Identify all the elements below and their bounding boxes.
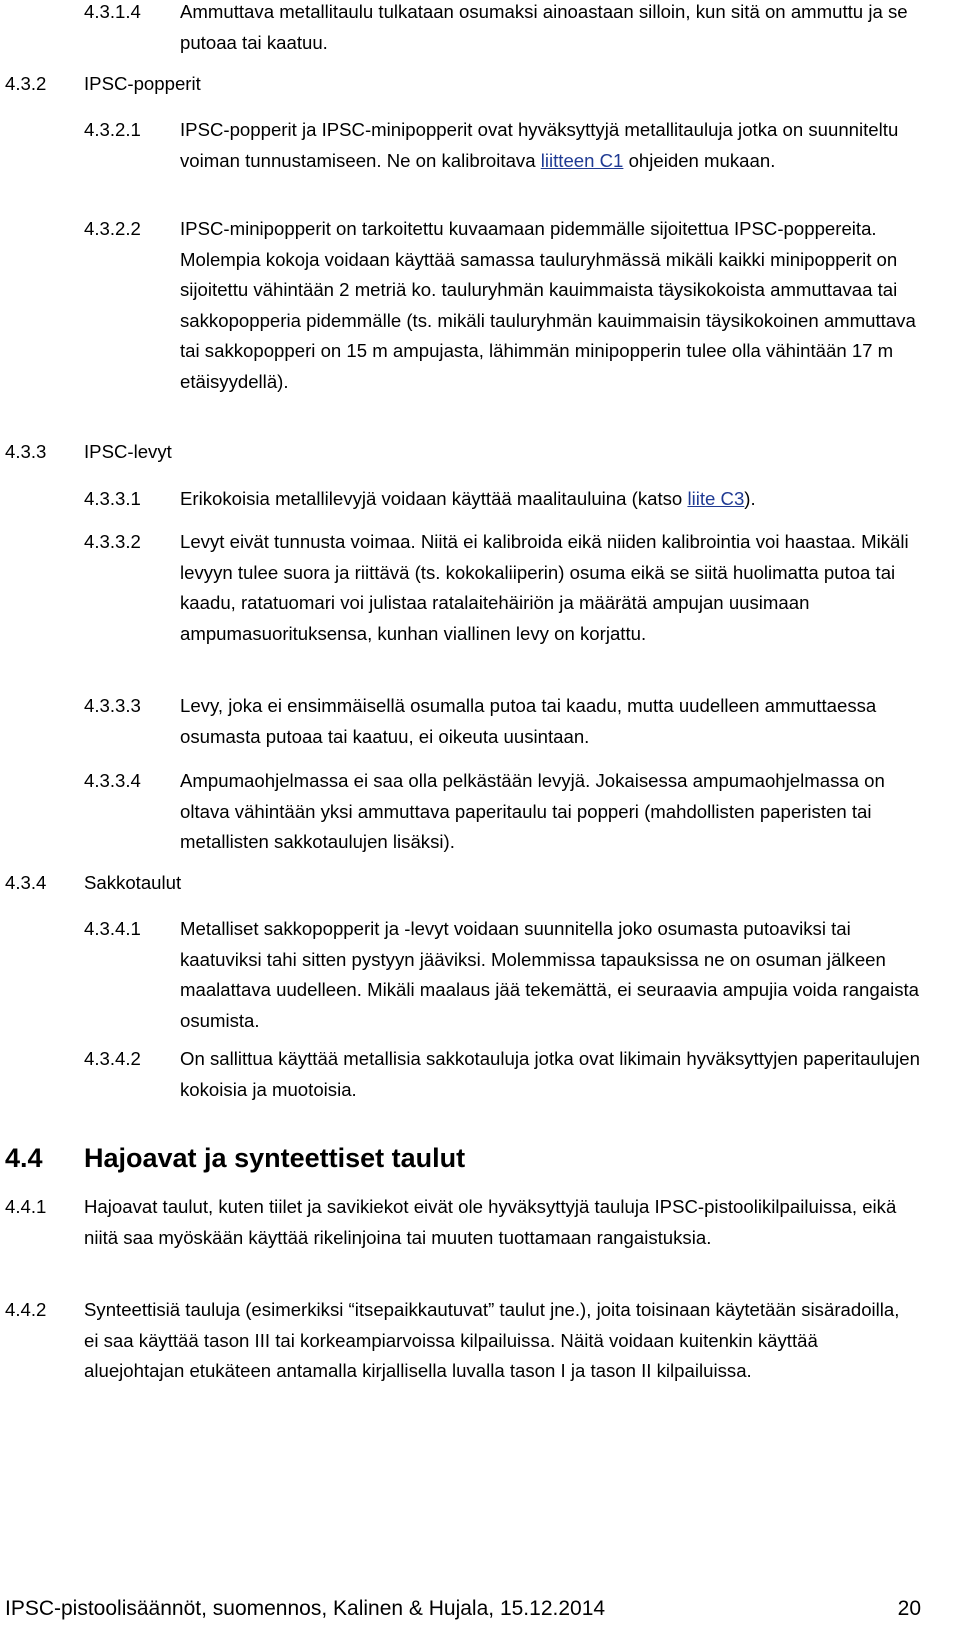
rule-text-before: IPSC-popperit ja IPSC-minipopperit ovat hyväksyttyjä metallitauluja jotka on suunniteltu voiman tunnustamiseen. Ne on kalibroitava xyxy=(180,119,899,171)
chapter-title: Hajoavat ja synteettiset taulut xyxy=(84,1143,466,1173)
section-number: 4.3.4 xyxy=(5,872,47,893)
rule-text-after: ohjeiden mukaan. xyxy=(623,149,776,171)
rule-number: 4.3.2.1 xyxy=(84,119,141,140)
page-footer xyxy=(0,1597,960,1631)
rule-text xyxy=(180,115,930,176)
rule-text: IPSC-minipopperit on tarkoitettu kuvaamaan pidemmälle sijoitettua IPSC-poppereita. Molempia kokoja voidaan käyttää samassa tauluryhmässä mikäli kaikki minipopperit on sijoitettu vähintään 2 metriä ko. tauluryhmän kauimmaista täysikokoista ammuttavaa tai sakkopopperia pidemmälle (ts. mikäli tauluryhmän kauimmaisin täysikokoinen ammuttava tai sakkopopperi on 15 m ampujasta, lähimmän minipopperin tulee olla vähintään 17 m etäisyydellä). xyxy=(180,218,916,392)
rule-text: On sallittua käyttää metallisia sakkotauluja jotka ovat likimain hyväksyttyjen paperitaulujen kokoisia ja muotoisia. xyxy=(180,1048,920,1100)
footer-text: IPSC-pistoolisäännöt, suomennos, Kalinen & Hujala, 15.12.2014 xyxy=(5,1597,606,1620)
section-number: 4.3.3 xyxy=(5,441,47,462)
section-number: 4.3.2 xyxy=(5,73,47,94)
section-title: IPSC-popperit xyxy=(84,73,201,94)
rule-number: 4.3.4.2 xyxy=(84,1048,141,1069)
appendix-c3-link[interactable]: liite C3 xyxy=(687,488,745,509)
chapter-heading-4-4 xyxy=(0,1143,960,1183)
page-number: 20 xyxy=(897,1597,921,1620)
rule-text: Ammuttava metallitaulu tulkataan osumaksi ainoastaan silloin, kun sitä on ammuttu ja se putoaa tai kaatuu. xyxy=(180,1,908,53)
rule-text: Metalliset sakkopopperit ja -levyt voidaan suunnitella joko osumasta putoaviksi tai kaatuviksi tahi sitten pystyyn jääviksi. Molemmissa tapauksissa ne on osuman jälkeen maalattava uudelleen. Mikäli maalaus jää tekemättä, ei seuraavia ampujia voida rangaista osumista. xyxy=(180,918,920,1031)
section-title: IPSC-levyt xyxy=(84,441,172,462)
rule-number: 4.3.1.4 xyxy=(84,1,141,22)
rule-text: Hajoavat taulut, kuten tiilet ja savikiekot eivät ole hyväksyttyjä tauluja IPSC-pistoolikilpailuissa, eikä niitä saa myöskään käyttää rikelinjoina tai muuten tuottamaan rangaistuksia. xyxy=(84,1196,897,1248)
rule-number: 4.3.4.1 xyxy=(84,918,141,939)
rule-text: Levy, joka ei ensimmäisellä osumalla putoa tai kaadu, mutta uudelleen ammuttaessa osumasta putoaa tai kaatuu, ei oikeuta uusintaan. xyxy=(180,695,877,747)
rule-number: 4.3.3.1 xyxy=(84,488,141,509)
chapter-number: 4.4 xyxy=(5,1143,43,1173)
rule-text-after: ). xyxy=(744,488,756,509)
rule-text: Synteettisiä tauluja (esimerkiksi “itsepaikkautuvat” taulut jne.), joita toisinaan käytetään sisäradoilla, ei saa käyttää tason III tai korkeampiarvoissa kilpailuissa. Näitä voidaan kuitenkin käyttää aluejohtajan etukäteen antamalla kirjallisella luvalla tason I ja tason II kilpailuissa. xyxy=(84,1299,900,1381)
rule-text-before: Erikokoisia metallilevyjä voidaan käyttää maalitauluina (katso xyxy=(180,488,688,509)
rule-text: Ampumaohjelmassa ei saa olla pelkästään levyjä. Jokaisessa ampumaohjelmassa on oltava vähintään yksi ammuttava paperitaulu tai popperi (mahdollisten paperisten tai metallisten sakkotaulujen lisäksi). xyxy=(180,770,885,852)
section-title: Sakkotaulut xyxy=(84,872,182,893)
rule-text: Levyt eivät tunnusta voimaa. Niitä ei kalibroida eikä niiden kalibrointia voi haastaa. Mikäli levyyn tulee suora ja riittävä (ts. kokokaliiperin) osuma eikä se siitä huolimatta putoa tai kaadu, ratatuomari voi julistaa ratalaitehäiriön ja määrätä ampujan uusimaan ampumasuorituksensa, kunhan viallinen levy on korjattu. xyxy=(180,531,909,644)
appendix-c1-link[interactable]: liitteen C1 xyxy=(540,149,624,171)
rule-text xyxy=(180,484,930,515)
rule-number: 4.3.3.3 xyxy=(84,695,141,716)
rule-number: 4.3.2.2 xyxy=(84,218,141,239)
rule-number: 4.3.3.2 xyxy=(84,531,141,552)
rule-number: 4.4.1 xyxy=(5,1196,47,1217)
rule-number: 4.4.2 xyxy=(5,1299,47,1320)
rule-number: 4.3.3.4 xyxy=(84,770,141,791)
